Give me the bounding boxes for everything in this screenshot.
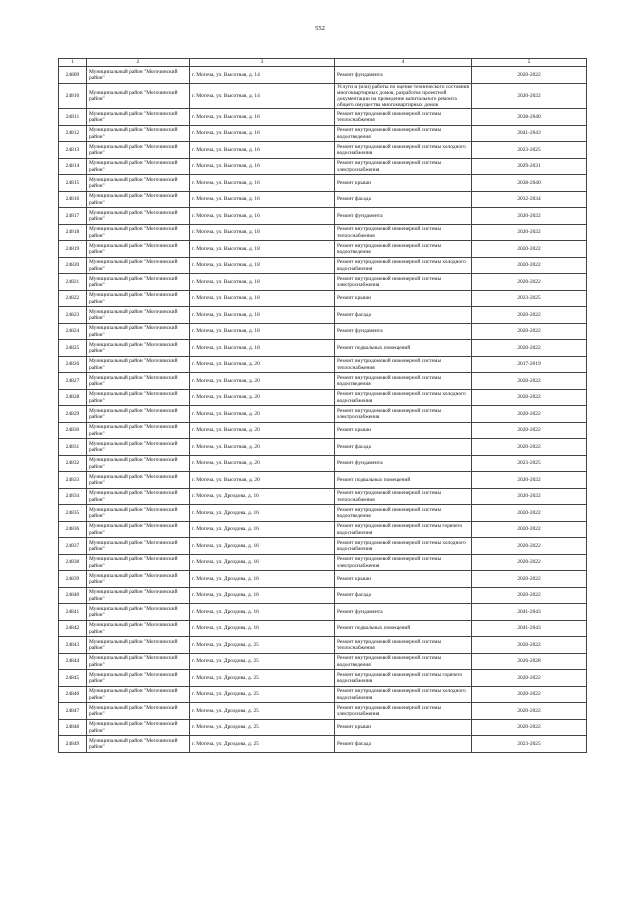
municipality-cell: Муниципальный район "Могочинский район" (87, 224, 190, 241)
row-number: 24817 (59, 208, 87, 225)
table-row (59, 142, 587, 159)
period-cell: 2020-2022 (472, 554, 587, 571)
address-cell: г. Могоча, ул. Высотная, д. 20 (190, 373, 335, 390)
column-header-4: 4 (335, 59, 472, 67)
municipality-cell: Муниципальный район "Могочинский район" (87, 83, 190, 109)
address-cell: г. Могоча, ул. Дроздова, д. 16 (190, 620, 335, 637)
table-row (59, 620, 587, 637)
row-number: 24845 (59, 670, 87, 687)
municipality-cell: Муниципальный район "Могочинский район" (87, 290, 190, 307)
row-number: 24812 (59, 125, 87, 142)
period-cell: 2020-2022 (472, 538, 587, 555)
row-number: 24846 (59, 686, 87, 703)
row-number: 24819 (59, 241, 87, 258)
table-row (59, 439, 587, 456)
municipality-cell: Муниципальный район "Могочинский район" (87, 323, 190, 340)
table-row (59, 307, 587, 324)
address-cell: г. Могоча, ул. Дроздова, д. 16 (190, 505, 335, 522)
address-cell: г. Могоча, ул. Высотная, д. 16 (190, 125, 335, 142)
work-type-cell: Ремонт внутридомовой инженерной системы теплоснабжения (335, 488, 472, 505)
period-cell: 2020-2022 (472, 439, 587, 456)
municipality-cell: Муниципальный район "Могочинский район" (87, 736, 190, 753)
address-cell: г. Могоча, ул. Высотная, д. 18 (190, 307, 335, 324)
period-cell: 2020-2022 (472, 670, 587, 687)
table-row (59, 224, 587, 241)
table-row (59, 67, 587, 84)
municipality-cell: Муниципальный район "Могочинский район" (87, 191, 190, 208)
municipality-cell: Муниципальный район "Могочинский район" (87, 538, 190, 555)
table-body (59, 67, 587, 753)
municipality-cell: Муниципальный район "Могочинский район" (87, 455, 190, 472)
work-type-cell: Ремонт внутридомовой инженерной системы водоотведения (335, 241, 472, 258)
period-cell: 2032-2034 (472, 191, 587, 208)
period-cell: 2017-2019 (472, 356, 587, 373)
address-cell: г. Могоча, ул. Высотная, д. 16 (190, 109, 335, 126)
table-row (59, 356, 587, 373)
table-header (59, 59, 587, 67)
work-type-cell: Ремонт крыши (335, 290, 472, 307)
address-cell: г. Могоча, ул. Высотная, д. 20 (190, 439, 335, 456)
row-number: 24832 (59, 455, 87, 472)
address-cell: г. Могоча, ул. Высотная, д. 20 (190, 356, 335, 373)
work-type-cell: Ремонт внутридомовой инженерной системы электроснабжения (335, 406, 472, 423)
table-row (59, 554, 587, 571)
municipality-cell: Муниципальный район "Могочинский район" (87, 373, 190, 390)
capital-repair-table (58, 58, 587, 753)
period-cell: 2020-2022 (472, 571, 587, 588)
table-row (59, 571, 587, 588)
table-row (59, 125, 587, 142)
address-cell: г. Могоча, ул. Дроздова, д. 25 (190, 686, 335, 703)
row-number: 24829 (59, 406, 87, 423)
row-number: 24811 (59, 109, 87, 126)
municipality-cell: Муниципальный район "Могочинский район" (87, 719, 190, 736)
work-type-cell: Ремонт внутридомовой инженерной системы водоотведения (335, 505, 472, 522)
work-type-cell: Ремонт фундамента (335, 323, 472, 340)
work-type-cell: Ремонт фундамента (335, 67, 472, 84)
municipality-cell: Муниципальный район "Могочинский район" (87, 109, 190, 126)
address-cell: г. Могоча, ул. Дроздова, д. 25 (190, 719, 335, 736)
row-number: 24831 (59, 439, 87, 456)
address-cell: г. Могоча, ул. Высотная, д. 18 (190, 257, 335, 274)
period-cell: 2029-2031 (472, 158, 587, 175)
address-cell: г. Могоча, ул. Дроздова, д. 16 (190, 538, 335, 555)
period-cell: 2020-2022 (472, 637, 587, 654)
municipality-cell: Муниципальный район "Могочинский район" (87, 175, 190, 192)
period-cell: 2020-2022 (472, 224, 587, 241)
table-row (59, 703, 587, 720)
address-cell: г. Могоча, ул. Дроздова, д. 16 (190, 587, 335, 604)
table-row (59, 505, 587, 522)
address-cell: г. Могоча, ул. Высотная, д. 20 (190, 406, 335, 423)
period-cell: 2023-2025 (472, 736, 587, 753)
period-cell: 2020-2022 (472, 422, 587, 439)
municipality-cell: Муниципальный район "Могочинский район" (87, 653, 190, 670)
work-type-cell: Ремонт крыши (335, 571, 472, 588)
address-cell: г. Могоча, ул. Дроздова, д. 16 (190, 571, 335, 588)
table-row (59, 488, 587, 505)
row-number: 24838 (59, 554, 87, 571)
period-cell: 2041-2043 (472, 620, 587, 637)
row-number: 24828 (59, 389, 87, 406)
municipality-cell: Муниципальный район "Могочинский район" (87, 241, 190, 258)
table-row (59, 538, 587, 555)
period-cell: 2041-2043 (472, 604, 587, 621)
address-cell: г. Могоча, ул. Высотная, д. 20 (190, 389, 335, 406)
table-row (59, 719, 587, 736)
row-number: 24830 (59, 422, 87, 439)
address-cell: г. Могоча, ул. Дроздова, д. 25 (190, 670, 335, 687)
municipality-cell: Муниципальный район "Могочинский район" (87, 406, 190, 423)
table-row (59, 323, 587, 340)
table-row (59, 587, 587, 604)
table-row (59, 653, 587, 670)
municipality-cell: Муниципальный район "Могочинский район" (87, 505, 190, 522)
row-number: 24848 (59, 719, 87, 736)
table-row (59, 406, 587, 423)
municipality-cell: Муниципальный район "Могочинский район" (87, 274, 190, 291)
work-type-cell: Ремонт внутридомовой инженерной системы теплоснабжения (335, 224, 472, 241)
row-number: 24849 (59, 736, 87, 753)
work-type-cell: Ремонт внутридомовой инженерной системы холодного водоснабжения (335, 686, 472, 703)
municipality-cell: Муниципальный район "Могочинский район" (87, 389, 190, 406)
row-number: 24827 (59, 373, 87, 390)
table-row (59, 83, 587, 109)
row-number: 24824 (59, 323, 87, 340)
work-type-cell: Ремонт внутридомовой инженерной системы водоотведения (335, 125, 472, 142)
period-cell: 2020-2022 (472, 323, 587, 340)
row-number: 24841 (59, 604, 87, 621)
row-number: 24823 (59, 307, 87, 324)
period-cell: 2020-2022 (472, 488, 587, 505)
address-cell: г. Могоча, ул. Высотная, д. 16 (190, 158, 335, 175)
table-row (59, 686, 587, 703)
municipality-cell: Муниципальный район "Могочинский район" (87, 307, 190, 324)
address-cell: г. Могоча, ул. Дроздова, д. 16 (190, 521, 335, 538)
row-number: 24843 (59, 637, 87, 654)
table-row (59, 422, 587, 439)
period-cell: 2023-2025 (472, 142, 587, 159)
period-cell: 2020-2022 (472, 587, 587, 604)
period-cell: 2020-2022 (472, 719, 587, 736)
table-row (59, 191, 587, 208)
period-cell: 2020-2022 (472, 83, 587, 109)
work-type-cell: Ремонт фасада (335, 191, 472, 208)
municipality-cell: Муниципальный район "Могочинский район" (87, 257, 190, 274)
municipality-cell: Муниципальный район "Могочинский район" (87, 703, 190, 720)
address-cell: г. Могоча, ул. Высотная, д. 16 (190, 191, 335, 208)
work-type-cell: Ремонт фундамента (335, 455, 472, 472)
row-number: 24810 (59, 83, 87, 109)
municipality-cell: Муниципальный район "Могочинский район" (87, 637, 190, 654)
column-header-5: 5 (472, 59, 587, 67)
row-number: 24836 (59, 521, 87, 538)
municipality-cell: Муниципальный район "Могочинский район" (87, 554, 190, 571)
work-type-cell: Ремонт внутридомовой инженерной системы водоотведения (335, 653, 472, 670)
period-cell: 2020-2022 (472, 389, 587, 406)
table-row (59, 521, 587, 538)
period-cell: 2038-2040 (472, 175, 587, 192)
municipality-cell: Муниципальный район "Могочинский район" (87, 571, 190, 588)
period-cell: 2020-2022 (472, 686, 587, 703)
municipality-cell: Муниципальный район "Могочинский район" (87, 686, 190, 703)
row-number: 24826 (59, 356, 87, 373)
table-row (59, 274, 587, 291)
row-number: 24837 (59, 538, 87, 555)
table-row (59, 208, 587, 225)
table-row (59, 637, 587, 654)
address-cell: г. Могоча, ул. Дроздова, д. 16 (190, 554, 335, 571)
address-cell: г. Могоча, ул. Высотная, д. 18 (190, 323, 335, 340)
municipality-cell: Муниципальный район "Могочинский район" (87, 422, 190, 439)
work-type-cell: Ремонт внутридомовой инженерной системы электроснабжения (335, 158, 472, 175)
row-number: 24814 (59, 158, 87, 175)
row-number: 24815 (59, 175, 87, 192)
row-number: 24835 (59, 505, 87, 522)
row-number: 24816 (59, 191, 87, 208)
municipality-cell: Муниципальный район "Могочинский район" (87, 521, 190, 538)
table-row (59, 736, 587, 753)
work-type-cell: Ремонт внутридомовой инженерной системы теплоснабжения (335, 356, 472, 373)
municipality-cell: Муниципальный район "Могочинский район" (87, 670, 190, 687)
row-number: 24825 (59, 340, 87, 357)
table-row (59, 472, 587, 489)
period-cell: 2041-2043 (472, 125, 587, 142)
period-cell: 2020-2022 (472, 340, 587, 357)
column-header-3: 3 (190, 59, 335, 67)
municipality-cell: Муниципальный район "Могочинский район" (87, 340, 190, 357)
work-type-cell: Ремонт внутридомовой инженерной системы электроснабжения (335, 274, 472, 291)
table-row (59, 604, 587, 621)
work-type-cell: Услуги и (или) работы по оценке технического состояния многоквартирных домов, разработке проектной документации на проведение капитального ремонта общего имущества многоквартирных домов (335, 83, 472, 109)
row-number: 24809 (59, 67, 87, 84)
period-cell: 2023-2025 (472, 455, 587, 472)
work-type-cell: Ремонт внутридомовой инженерной системы теплоснабжения (335, 637, 472, 654)
municipality-cell: Муниципальный район "Могочинский район" (87, 142, 190, 159)
work-type-cell: Ремонт внутридомовой инженерной системы теплоснабжения (335, 109, 472, 126)
address-cell: г. Могоча, ул. Высотная, д. 14 (190, 67, 335, 84)
table-row (59, 340, 587, 357)
work-type-cell: Ремонт внутридомовой инженерной системы электроснабжения (335, 554, 472, 571)
work-type-cell: Ремонт крыши (335, 719, 472, 736)
address-cell: г. Могоча, ул. Высотная, д. 20 (190, 455, 335, 472)
municipality-cell: Муниципальный район "Могочинский район" (87, 125, 190, 142)
address-cell: г. Могоча, ул. Высотная, д. 16 (190, 208, 335, 225)
municipality-cell: Муниципальный район "Могочинский район" (87, 488, 190, 505)
address-cell: г. Могоча, ул. Дроздова, д. 16 (190, 488, 335, 505)
row-number: 24839 (59, 571, 87, 588)
row-number: 24813 (59, 142, 87, 159)
address-cell: г. Могоча, ул. Высотная, д. 18 (190, 290, 335, 307)
period-cell: 2038-2040 (472, 109, 587, 126)
work-type-cell: Ремонт подвальных помещений (335, 472, 472, 489)
row-number: 24834 (59, 488, 87, 505)
work-type-cell: Ремонт фасада (335, 736, 472, 753)
row-number: 24822 (59, 290, 87, 307)
work-type-cell: Ремонт крыши (335, 175, 472, 192)
work-type-cell: Ремонт крыши (335, 422, 472, 439)
address-cell: г. Могоча, ул. Высотная, д. 16 (190, 142, 335, 159)
work-type-cell: Ремонт внутридомовой инженерной системы холодного водоснабжения (335, 142, 472, 159)
address-cell: г. Могоча, ул. Высотная, д. 16 (190, 175, 335, 192)
municipality-cell: Муниципальный район "Могочинский район" (87, 620, 190, 637)
work-type-cell: Ремонт внутридомовой инженерной системы холодного водоснабжения (335, 257, 472, 274)
municipality-cell: Муниципальный район "Могочинский район" (87, 472, 190, 489)
table-row (59, 670, 587, 687)
table-row (59, 389, 587, 406)
period-cell: 2020-2022 (472, 521, 587, 538)
period-cell: 2020-2022 (472, 406, 587, 423)
work-type-cell: Ремонт внутридомовой инженерной системы электроснабжения (335, 703, 472, 720)
row-number: 24842 (59, 620, 87, 637)
column-header-2: 2 (87, 59, 190, 67)
table-row (59, 290, 587, 307)
row-number: 24840 (59, 587, 87, 604)
row-number: 24821 (59, 274, 87, 291)
row-number: 24818 (59, 224, 87, 241)
address-cell: г. Могоча, ул. Высотная, д. 20 (190, 472, 335, 489)
municipality-cell: Муниципальный район "Могочинский район" (87, 67, 190, 84)
work-type-cell: Ремонт внутридомовой инженерной системы горячего водоснабжения (335, 521, 472, 538)
period-cell: 2020-2022 (472, 505, 587, 522)
address-cell: г. Могоча, ул. Высотная, д. 14 (190, 83, 335, 109)
address-cell: г. Могоча, ул. Дроздова, д. 16 (190, 604, 335, 621)
page-number: 552 (315, 25, 325, 32)
period-cell: 2026-2028 (472, 653, 587, 670)
period-cell: 2020-2022 (472, 208, 587, 225)
work-type-cell: Ремонт внутридомовой инженерной системы горячего водоснабжения (335, 670, 472, 687)
work-type-cell: Ремонт фасада (335, 307, 472, 324)
work-type-cell: Ремонт фундамента (335, 208, 472, 225)
work-type-cell: Ремонт внутридомовой инженерной системы холодного водоснабжения (335, 538, 472, 555)
period-cell: 2020-2022 (472, 703, 587, 720)
address-cell: г. Могоча, ул. Высотная, д. 18 (190, 224, 335, 241)
table-row (59, 175, 587, 192)
table-row (59, 373, 587, 390)
municipality-cell: Муниципальный район "Могочинский район" (87, 439, 190, 456)
table-row (59, 241, 587, 258)
period-cell: 2020-2022 (472, 373, 587, 390)
municipality-cell: Муниципальный район "Могочинский район" (87, 158, 190, 175)
work-type-cell: Ремонт фасада (335, 439, 472, 456)
period-cell: 2020-2022 (472, 274, 587, 291)
work-type-cell: Ремонт внутридомовой инженерной системы холодного водоснабжения (335, 389, 472, 406)
period-cell: 2020-2022 (472, 241, 587, 258)
row-number: 24820 (59, 257, 87, 274)
work-type-cell: Ремонт подвальных помещений (335, 340, 472, 357)
address-cell: г. Могоча, ул. Высотная, д. 18 (190, 274, 335, 291)
row-number: 24833 (59, 472, 87, 489)
municipality-cell: Муниципальный район "Могочинский район" (87, 208, 190, 225)
address-cell: г. Могоча, ул. Высотная, д. 20 (190, 422, 335, 439)
row-number: 24847 (59, 703, 87, 720)
municipality-cell: Муниципальный район "Могочинский район" (87, 356, 190, 373)
municipality-cell: Муниципальный район "Могочинский район" (87, 604, 190, 621)
period-cell: 2020-2022 (472, 307, 587, 324)
address-cell: г. Могоча, ул. Высотная, д. 18 (190, 340, 335, 357)
address-cell: г. Могоча, ул. Дроздова, д. 25 (190, 637, 335, 654)
address-cell: г. Могоча, ул. Высотная, д. 18 (190, 241, 335, 258)
address-cell: г. Могоча, ул. Дроздова, д. 25 (190, 736, 335, 753)
work-type-cell: Ремонт фундамента (335, 604, 472, 621)
row-number: 24844 (59, 653, 87, 670)
table-row (59, 158, 587, 175)
work-type-cell: Ремонт фасада (335, 587, 472, 604)
period-cell: 2023-2025 (472, 290, 587, 307)
period-cell: 2020-2022 (472, 257, 587, 274)
table-row (59, 455, 587, 472)
header-row (59, 59, 587, 67)
column-header-1: 1 (59, 59, 87, 67)
work-type-cell: Ремонт подвальных помещений (335, 620, 472, 637)
table-row (59, 257, 587, 274)
municipality-cell: Муниципальный район "Могочинский район" (87, 587, 190, 604)
period-cell: 2020-2022 (472, 67, 587, 84)
address-cell: г. Могоча, ул. Дроздова, д. 25 (190, 653, 335, 670)
work-type-cell: Ремонт внутридомовой инженерной системы водоотведения (335, 373, 472, 390)
table-row (59, 109, 587, 126)
period-cell: 2020-2022 (472, 472, 587, 489)
address-cell: г. Могоча, ул. Дроздова, д. 25 (190, 703, 335, 720)
